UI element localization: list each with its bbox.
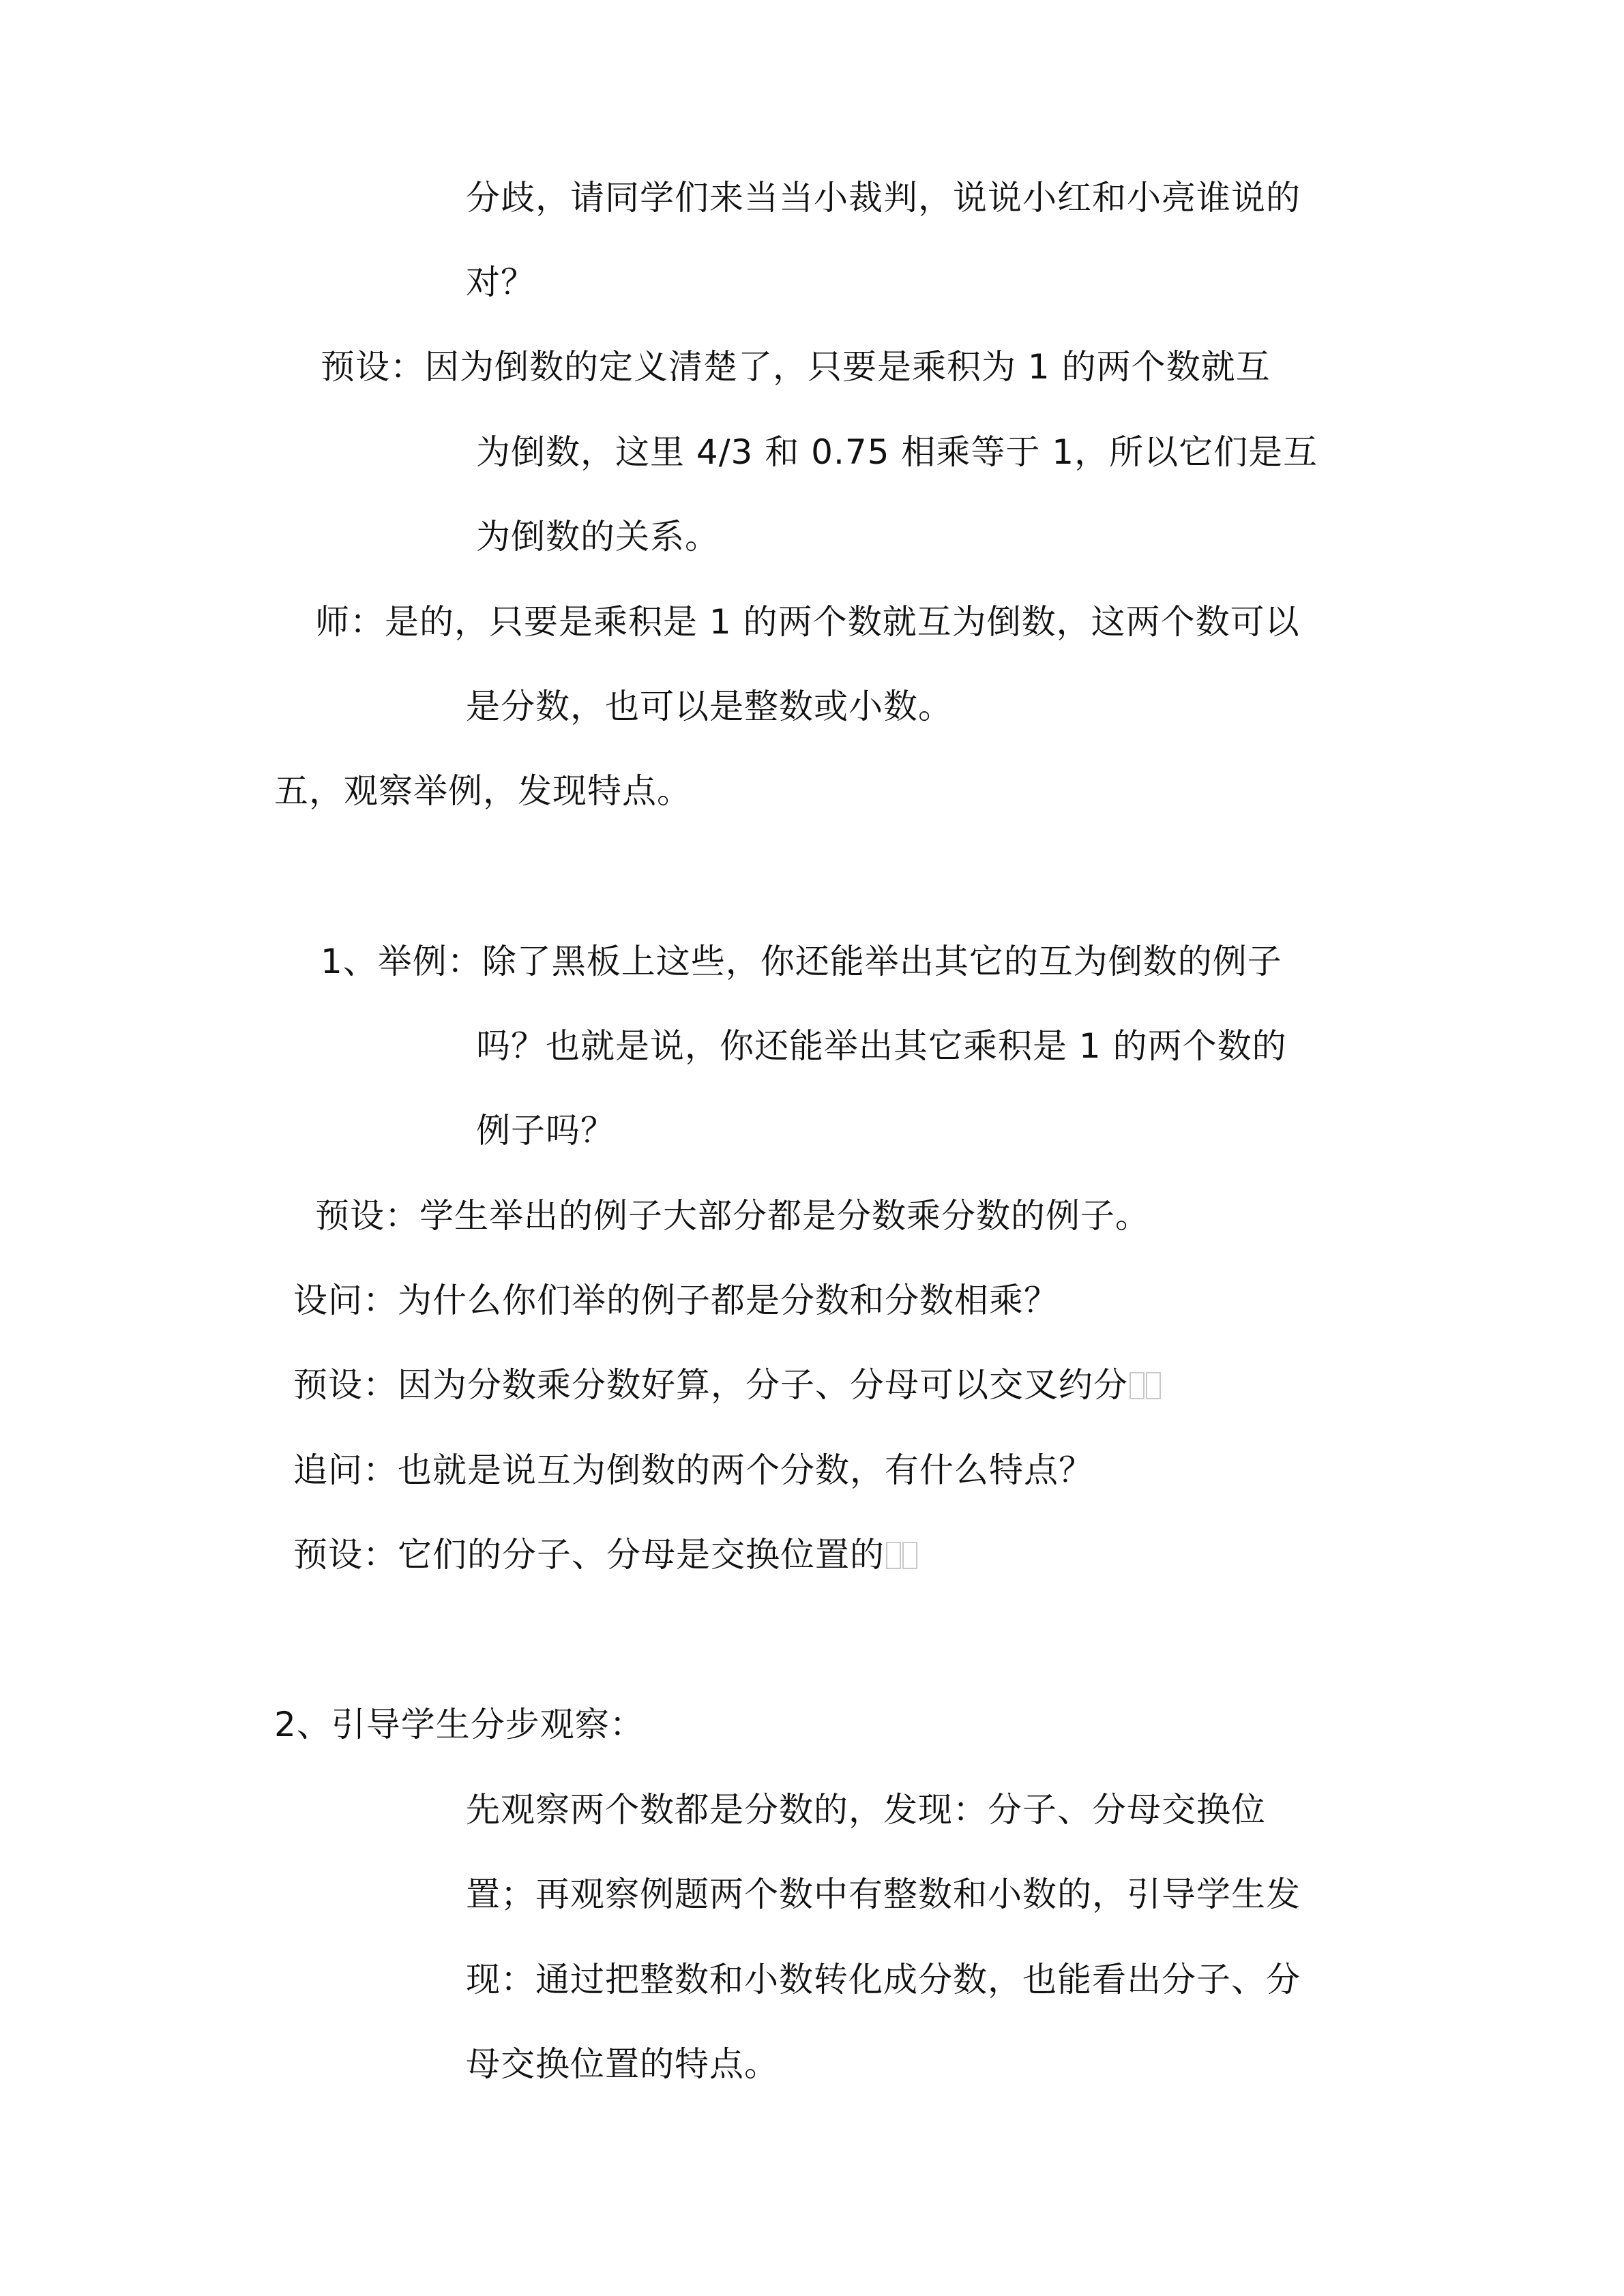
missing-glyph-icon [1130, 1372, 1145, 1399]
missing-glyph-icon [902, 1542, 917, 1569]
section-heading: 五，观察举例，发现特点。 [274, 771, 692, 811]
text-line: 师：是的，只要是乘积是 1 的两个数就互为倒数，这两个数可以 [315, 602, 1300, 642]
text-line: 追问：也就是说互为倒数的两个分数，有什么特点？ [293, 1450, 1093, 1490]
text-line: 吗？也就是说，你还能举出其它乘积是 1 的两个数的 [476, 1026, 1287, 1066]
text-line: 1、举例：除了黑板上这些，你还能举出其它的互为倒数的例子 [321, 942, 1282, 981]
text-line: 先观察两个数都是分数的，发现：分子、分母交换位 [466, 1790, 1266, 1830]
text-line-content: 预设：它们的分子、分母是交换位置的 [293, 1535, 885, 1575]
missing-glyph-icon [886, 1542, 901, 1569]
text-line: 2、引导学生分步观察： [274, 1705, 645, 1744]
text-line-content: 预设：因为分数乘分数好算，分子、分母可以交叉约分 [293, 1365, 1128, 1405]
text-line: 分歧，请同学们来当当小裁判，说说小红和小亮谁说的 [466, 178, 1301, 218]
text-line: 对？ [466, 263, 535, 302]
missing-glyph-icon [1146, 1372, 1161, 1399]
text-line: 为倒数，这里 4/3 和 0.75 相乘等于 1，所以它们是互 [476, 432, 1318, 472]
text-line: 设问：为什么你们举的例子都是分数和分数相乘？ [293, 1281, 1059, 1320]
text-line [293, 1363, 1161, 1407]
text-line: 现：通过把整数和小数转化成分数，也能看出分子、分 [466, 1960, 1301, 1999]
text-line: 母交换位置的特点。 [466, 2044, 779, 2084]
text-line: 预设：学生举出的例子大部分都是分数乘分数的例子。 [315, 1196, 1150, 1236]
text-line [293, 1533, 917, 1577]
text-line: 预设：因为倒数的定义清楚了，只要是乘积为 1 的两个数就互 [321, 347, 1271, 387]
text-line: 例子吗？ [476, 1111, 615, 1150]
text-line: 是分数，也可以是整数或小数。 [466, 687, 953, 726]
text-line: 置；再观察例题两个数中有整数和小数的，引导学生发 [466, 1875, 1301, 1914]
text-line: 为倒数的关系。 [476, 517, 720, 556]
